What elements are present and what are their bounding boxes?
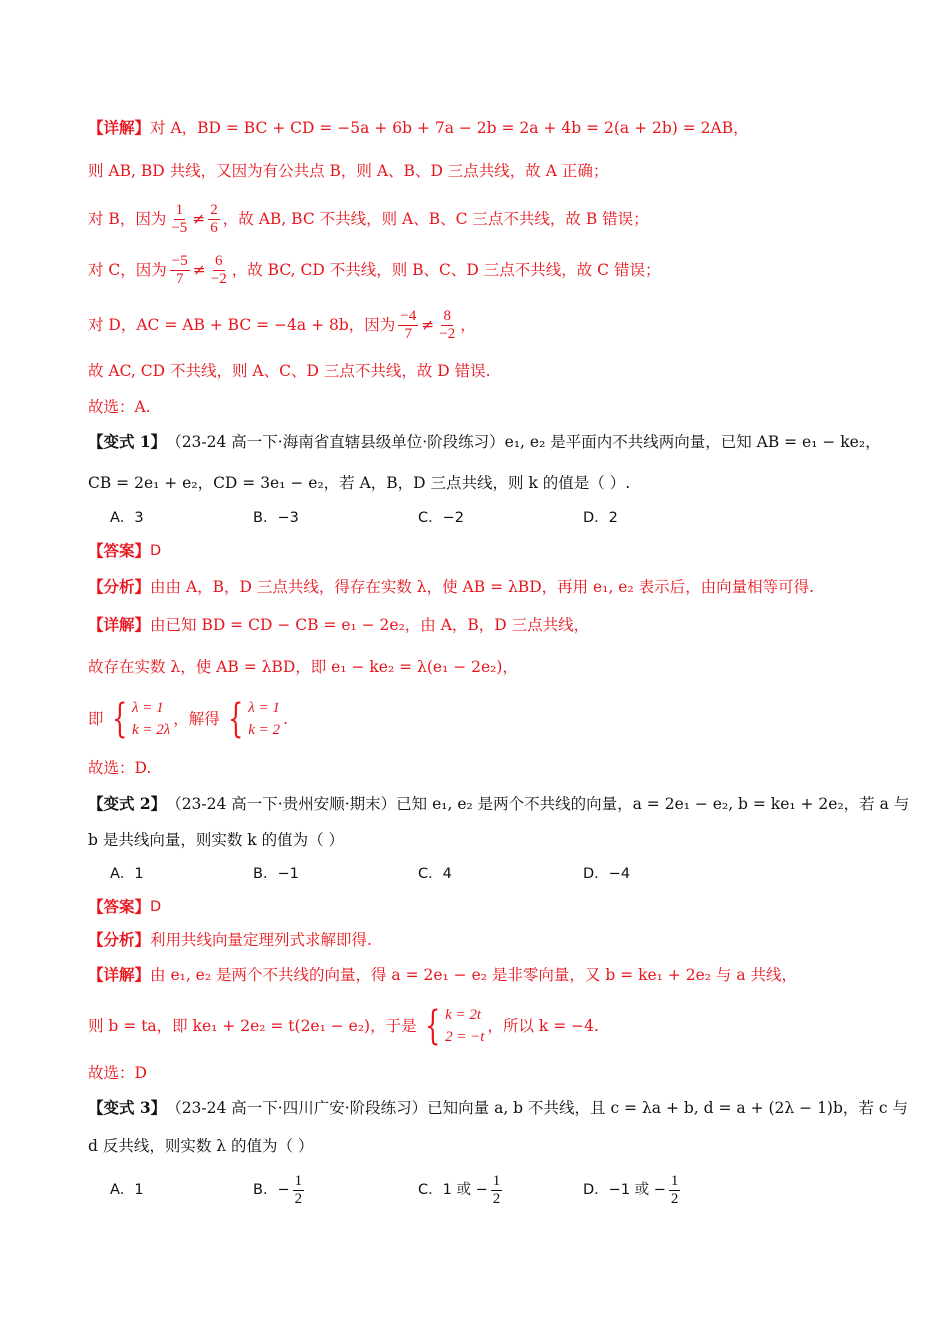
detail-text: 由已知 BD = CD − CB = e₁ − 2e₂，由 A，B，D 三点共线， [150,616,590,634]
detail-line-c [88,252,890,288]
option-c[interactable]: C．4 [418,866,452,882]
detail-line-d-conclusion [88,360,890,382]
fraction: $\frac{1}{-5}$ [171,201,188,236]
option-b[interactable]: B．−1 [253,866,299,882]
detail-line-b [88,201,890,237]
variant-tag: 【变式 1】 [88,432,167,451]
option-d[interactable]: D．−1 或 − $\frac{1}{2}$ [583,1172,679,1207]
detail-text: ，故 BC, CD 不共线，则 B、C、D 三点不共线，故 C 错误； [231,261,661,279]
detail-text: 故存在实数 λ，使 AB = λBD，即 e₁ − ke₂ = λ(e₁ − 2e₂)， [88,658,518,676]
detail-text: 对 C，因为 [88,261,167,279]
variant-2-question [88,793,910,815]
variant-2-question-cont [88,829,890,851]
variant-2-options [110,863,890,885]
variant-1-choice [88,757,890,779]
variant-1-question [88,431,890,453]
answer-tag: 【答案】 [88,541,151,560]
option-c[interactable]: C．−2 [418,510,464,526]
variant-1-detail-2 [88,656,890,678]
variant-1-detail-1 [88,614,890,636]
answer-choice: 故选：D [88,1064,147,1082]
option-b[interactable]: B．− $\frac{1}{2}$ [253,1172,303,1207]
question-text: b 是共线向量，则实数 k 的值为（ ） [88,831,345,849]
detail-text: 则 b = ta，即 ke₁ + 2e₂ = t(2e₁ − e₂)，于是 [88,1017,417,1035]
question-text: （23-24 高一下·四川广安·阶段练习）已知向量 a, b 不共线，且 c = λa + b, d = a + (2λ − 1)b，若 c 与 [166,1099,908,1117]
detail-text: . [283,710,288,728]
detail-text: ， [460,316,476,334]
detail-text: 对 D，AC = AB + BC = −4a + 8b，因为 [88,316,396,334]
detail-tag: 【详解】 [88,965,151,984]
analysis-tag: 【分析】 [88,930,151,949]
variant-3-question-cont [88,1135,890,1157]
variant-tag: 【变式 3】 [88,1098,167,1117]
fraction: $\frac{-5}{7}$ [171,252,188,287]
option-d[interactable]: D．−4 [583,866,631,882]
option-b[interactable]: B．−3 [253,510,299,526]
detail-line-collinear [88,160,890,182]
detail-text: 对 A，BD = BC + CD = −5a + 6b + 7a − 2b = 2a + 4b = 2(a + 2b) = 2AB， [150,119,749,137]
question-text: d 反共线，则实数 λ 的值为（ ） [88,1137,314,1155]
equation-system: { λ = 1 k = 2 [227,696,280,742]
neq-symbol: ≠ [192,261,206,279]
question-text: （23-24 高一下·海南省直辖县级单位·阶段练习）e₁, e₂ 是平面内不共线两向量，已知 AB = e₁ − ke₂， [166,433,881,451]
detail-text: 即 [88,710,104,728]
answer-value: D [150,543,162,559]
equation-system: { λ = 1 k = 2λ [111,696,171,742]
analysis-tag: 【分析】 [88,577,151,596]
analysis-text: 由由 A，B，D 三点共线，得存在实数 λ，使 AB = λBD，再用 e₁, e₂ 表示后，由向量相等可得. [150,578,815,596]
analysis-text: 利用共线向量定理列式求解即得. [150,931,372,949]
neq-symbol: ≠ [421,316,435,334]
option-a[interactable]: A．1 [110,866,144,882]
variant-3-options [110,1170,890,1210]
fraction: $\frac{8}{-2}$ [439,307,456,342]
variant-3-question [88,1097,908,1119]
detail-text: 故 AC, CD 不共线，则 A、C、D 三点不共线，故 D 错误. [88,362,491,380]
option-a[interactable]: A．3 [110,510,144,526]
neq-symbol: ≠ [192,210,206,228]
detail-text: 对 B，因为 [88,210,167,228]
answer-choice: 故选：A. [88,398,151,416]
option-d[interactable]: D．2 [583,510,618,526]
variant-1-question-cont [88,472,890,494]
detail-text: ，解得 [173,710,220,728]
fraction: $\frac{2}{6}$ [210,201,218,236]
detail-text: 则 AB, BD 共线，又因为有公共点 B，则 A、B、D 三点共线，故 A 正确； [88,162,609,180]
option-c[interactable]: C．1 或 − $\frac{1}{2}$ [418,1172,501,1207]
variant-2-analysis [88,929,890,951]
answer-choice: 故选：D. [88,759,152,777]
fraction: $\frac{-4}{7}$ [400,307,417,342]
answer-choice-line [88,396,890,418]
detail-tag: 【详解】 [88,118,151,137]
variant-2-detail-1 [88,964,890,986]
variant-1-options [110,507,890,529]
detail-line-d [88,307,890,343]
option-a[interactable]: A．1 [110,1182,144,1198]
detail-text: ，故 AB, BC 不共线，则 A、B、C 三点不共线，故 B 错误； [222,210,649,228]
detail-text: 由 e₁, e₂ 是两个不共线的向量，得 a = 2e₁ − e₂ 是非零向量，又 b = ke₁ + 2e₂ 与 a 共线， [150,966,797,984]
answer-tag: 【答案】 [88,897,151,916]
variant-2-detail-2 [88,1004,890,1048]
equation-system: { k = 2t 2 = −t [424,1003,485,1049]
detail-tag: 【详解】 [88,615,151,634]
answer-value: D [150,899,162,915]
variant-2-choice [88,1062,890,1084]
variant-1-detail-3 [88,697,890,741]
detail-text: ，所以 k = −4. [487,1017,599,1035]
question-text: CB = 2e₁ + e₂，CD = 3e₁ − e₂，若 A，B，D 三点共线，则 k 的值是（ ）. [88,474,631,492]
variant-1-answer [88,540,890,562]
variant-1-analysis [88,576,890,598]
question-text: （23-24 高一下·贵州安顺·期末）已知 e₁, e₂ 是两个不共线的向量，a = 2e₁ − e₂, b = ke₁ + 2e₂，若 a 与 [166,795,910,813]
detail-line-a [88,117,890,139]
variant-2-answer [88,896,890,918]
variant-tag: 【变式 2】 [88,794,167,813]
fraction: $\frac{6}{-2}$ [210,252,227,287]
